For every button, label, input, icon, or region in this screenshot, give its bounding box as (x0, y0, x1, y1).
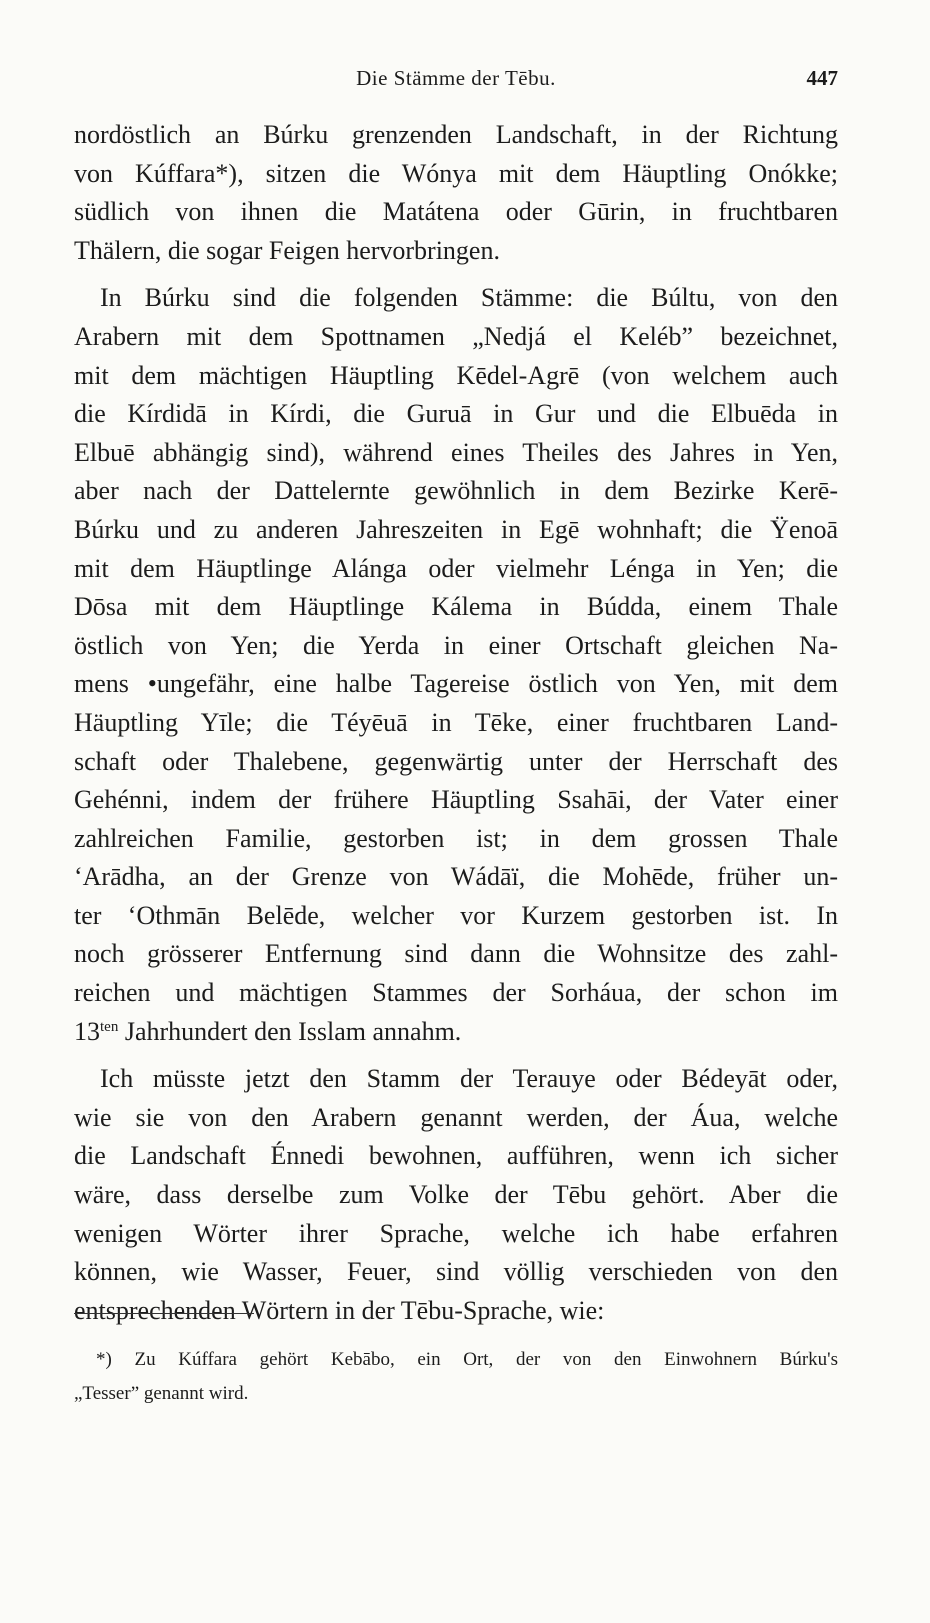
text-line: Ich müsste jetzt den Stamm der Terauye oder Bédeyāt oder, (100, 1064, 838, 1094)
footnote-line: *) Zu Kúffara gehört Kebābo, ein Ort, der von den Einwohnern Búrku's (96, 1349, 838, 1370)
page-number: 447 (806, 66, 838, 90)
text-line: ʻArādha, an der Grenze von Wádāï, die Mohēde, früher un- (74, 862, 838, 892)
text-line: Búrku und zu anderen Jahreszeiten in Egē wohnhaft; die Ÿenoā (74, 514, 838, 544)
text-line: die Landschaft Énnedi bewohnen, aufführen, wenn ich sicher (74, 1141, 838, 1171)
text-line: wäre, dass derselbe zum Volke der Tēbu gehört. Aber die (74, 1180, 838, 1210)
paragraph-1 (74, 116, 838, 270)
century-number: 13 (74, 1016, 100, 1046)
text-line: von Kúffara*), sitzen die Wónya mit dem Häuptling Onókke; (74, 158, 838, 188)
text-line: die Kírdidā in Kírdi, die Guruā in Gur und die Elbuēda in (74, 399, 838, 429)
text-line: In Búrku sind die folgenden Stämme: die Búltu, von den (100, 283, 838, 313)
text-line: entsprechenden Wörtern in der Tēbu-Sprache, wie: (74, 1295, 605, 1325)
text-line: Thälern, die sogar Feigen hervorbringen. (74, 235, 500, 265)
footnote-divider (74, 1313, 254, 1314)
paragraph-2 (74, 279, 838, 1051)
text-line: Arabern mit dem Spottnamen „Nedjá el Keléb” bezeichnet, (74, 321, 838, 351)
text-line: Dōsa mit dem Häuptlinge Kálema in Búdda, einem Thale (74, 592, 838, 622)
text-line: Elbuē abhängig sind), während eines Theiles des Jahres in Yen, (74, 437, 838, 467)
text-line: reichen und mächtigen Stammes der Sorháua, der schon im (74, 978, 838, 1008)
text-line: wie sie von den Arabern genannt werden, der Áua, welche (74, 1102, 838, 1132)
text-line: Gehénni, indem der frühere Häuptling Ssahāi, der Vater einer (74, 785, 838, 815)
body-text (74, 116, 838, 1330)
paragraph-3 (74, 1060, 838, 1330)
text-line: ter ʻOthmān Belēde, welcher vor Kurzem gestorben ist. In (74, 900, 838, 930)
text-line: zahlreichen Familie, gestorben ist; in dem grossen Thale (74, 823, 838, 853)
running-title: Die Stämme der Tēbu. (356, 66, 556, 90)
footnotes (74, 1343, 838, 1411)
text-line: schaft oder Thalebene, gegenwärtig unter der Herrschaft des (74, 746, 838, 776)
text-line: südlich von ihnen die Matátena oder Gūrin, in fruchtbaren (74, 197, 838, 227)
footnote-line: „Tesser” genannt wird. (74, 1383, 249, 1404)
text-line: mit dem Häuptlinge Alánga oder vielmehr Lénga in Yen; die (74, 553, 838, 583)
text-line: noch grösserer Entfernung sind dann die Wohnsitze des zahl- (74, 939, 838, 969)
text-line-rest: Jahrhundert den Isslam annahm. (118, 1016, 462, 1046)
text-line: können, wie Wasser, Feuer, sind völlig verschieden von den (74, 1257, 838, 1287)
text-line: Häuptling Yīle; die Téyēuā in Tēke, einer fruchtbaren Land- (74, 707, 838, 737)
text-line: mit dem mächtigen Häuptling Kēdel-Agrē (von welchem auch (74, 360, 838, 390)
text-line: aber nach der Dattelernte gewöhnlich in dem Bezirke Kerē- (74, 476, 838, 506)
text-line: nordöstlich an Búrku grenzenden Landschaft, in der Richtung (74, 120, 838, 149)
text-line: östlich von Yen; die Yerda in einer Ortschaft gleichen Na- (74, 630, 838, 660)
text-line: mens •ungefähr, eine halbe Tagereise östlich von Yen, mit dem (74, 669, 838, 699)
page-header (74, 64, 838, 98)
text-line: wenigen Wörter ihrer Sprache, welche ich habe erfahren (74, 1218, 838, 1248)
ordinal-superscript: ten (100, 1018, 119, 1035)
text-line (74, 1013, 838, 1052)
